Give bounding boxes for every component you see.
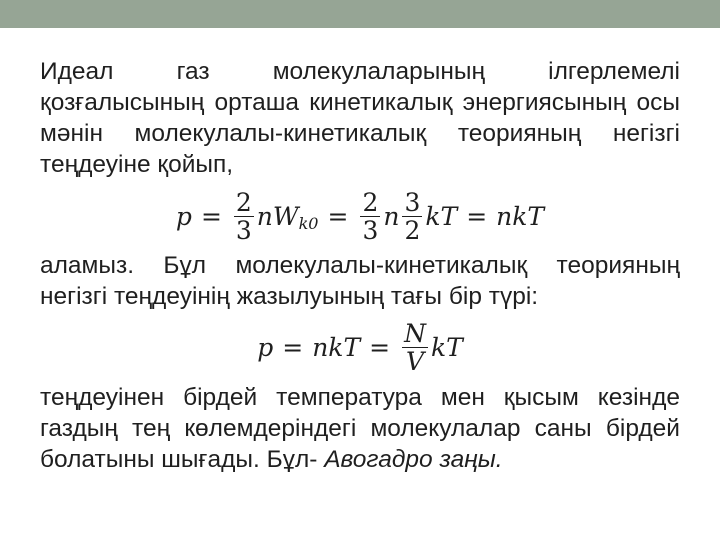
equals-sign: =	[282, 332, 304, 362]
equals-sign: =	[369, 332, 391, 362]
symbol-nkT: nkT	[496, 201, 545, 231]
equals-sign: =	[466, 201, 488, 231]
fraction-three-halves: $\frac{3}{2}$	[404, 187, 421, 245]
slide-header-bar	[0, 0, 720, 28]
fraction-two-thirds: $\frac{2}{3}$	[362, 187, 379, 245]
symbol-p: p	[257, 332, 274, 362]
slide-content	[40, 56, 680, 475]
formula-pressure-nkt	[40, 314, 680, 380]
paragraph-middle: аламыз. Бұл молекулалы-кинетикалық теорияның негізгі теңдеуінің жазылуының тағы бір түрі:	[40, 252, 680, 310]
paragraph-intro: Идеал газ молекулаларының ілгерлемелі қозғалысының орташа кинетикалық энергиясының осы мәнін молекулалы-кинетикалық теорияның негізгі теңдеуіне қойып,	[40, 58, 680, 178]
fraction-N-over-V: $\frac{N}{V}$	[404, 318, 426, 376]
equals-sign: =	[200, 201, 222, 231]
conclusion-text: теңдеуінен бірдей температура мен қысым кезінде газдың тең көлемдеріндегі молекулалар саны бірдей болатыны шығады. Бұл-	[40, 384, 680, 473]
symbol-W: W	[272, 201, 299, 231]
fraction-two-thirds: $\frac{2}{3}$	[235, 187, 252, 245]
subscript-k0: k0	[298, 213, 319, 233]
avogadro-law-term: Авогадро заңы.	[324, 446, 503, 473]
equals-sign: =	[327, 201, 349, 231]
formula-pressure-energy	[40, 184, 680, 248]
symbol-nkT: nkT	[312, 332, 361, 362]
symbol-n: n	[256, 201, 273, 231]
symbol-n: n	[383, 201, 400, 231]
paragraph-conclusion	[40, 382, 680, 475]
symbol-kT: kT	[430, 332, 463, 362]
symbol-kT: kT	[425, 201, 458, 231]
symbol-p: p	[175, 201, 192, 231]
